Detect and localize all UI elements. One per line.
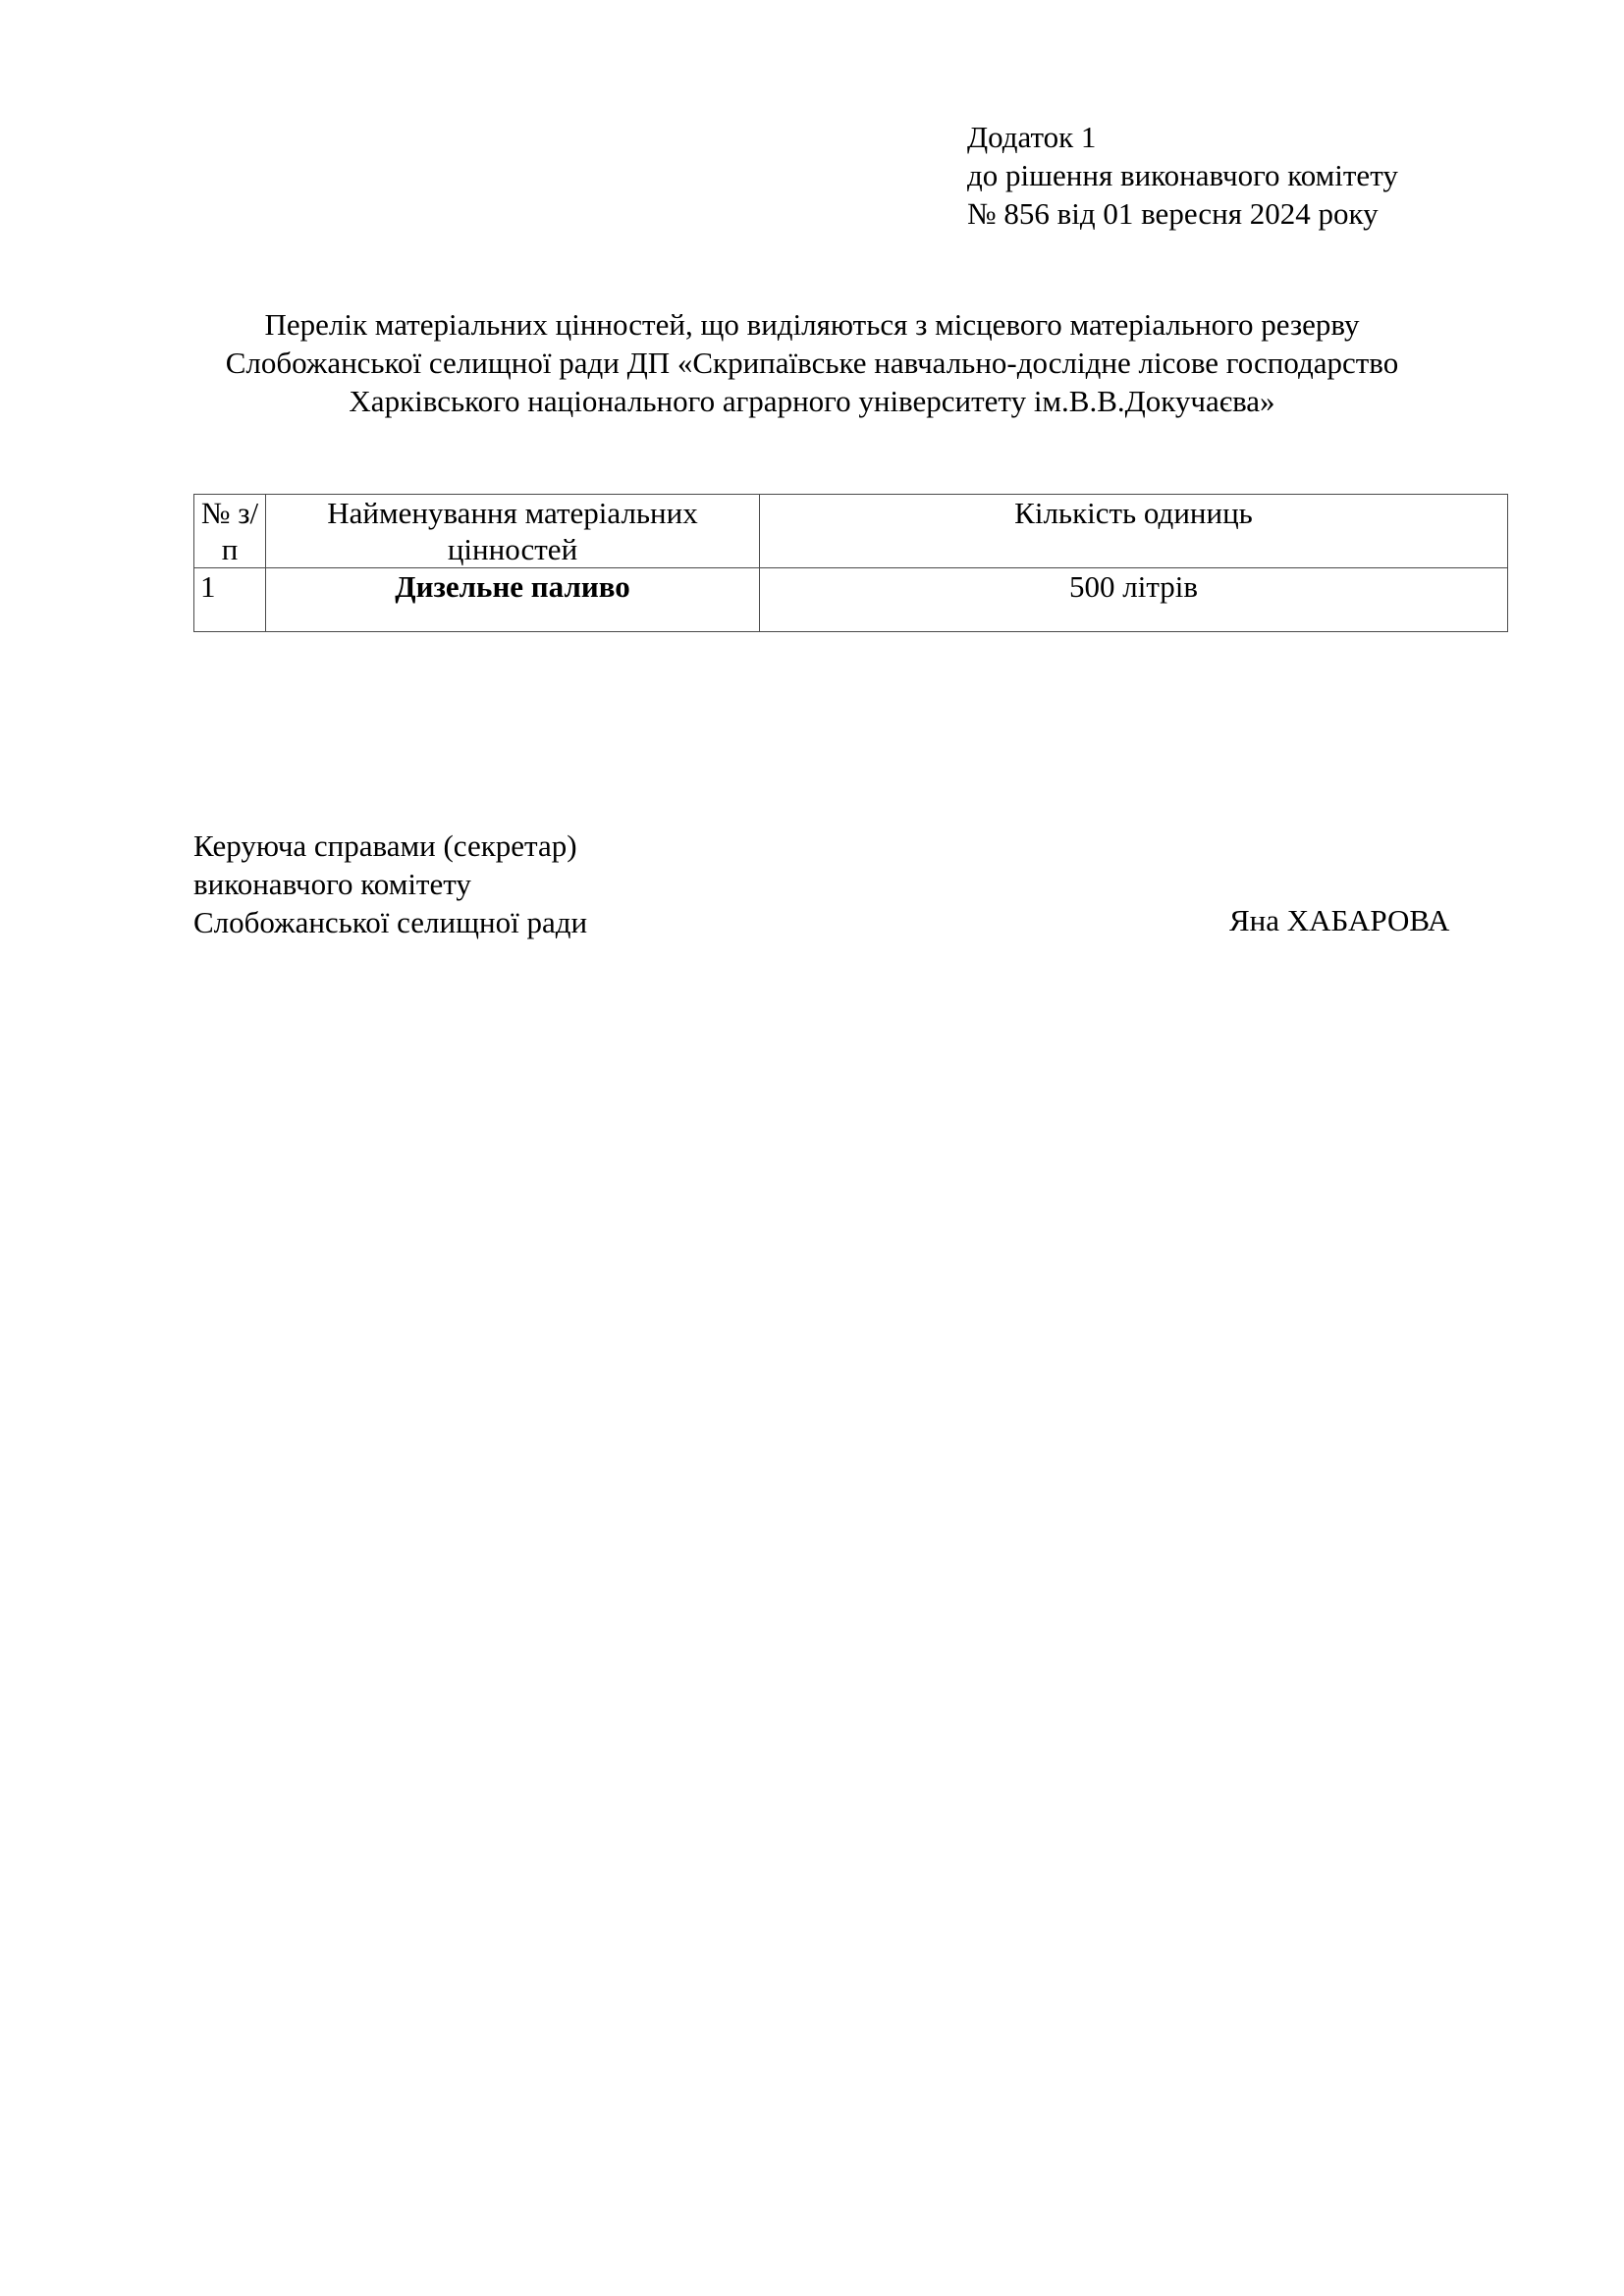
signature-line-1: Керуюча справами (секретар)	[193, 828, 577, 863]
header-name: Найменування матеріальних цінностей	[266, 495, 760, 568]
header-number: № з/п	[194, 495, 266, 568]
cell-quantity: 500 літрів	[760, 568, 1508, 632]
addendum-line-2: до рішення виконавчого комітету	[967, 158, 1398, 192]
document-title	[147, 305, 1477, 420]
title-line-3: Харківського національного аграрного університету ім.В.В.Докучаєва»	[349, 384, 1275, 418]
cell-name: Дизельне паливо	[266, 568, 760, 632]
addendum-line-1: Додаток 1	[967, 120, 1097, 154]
addendum-line-3: № 856 від 01 вересня 2024 року	[967, 196, 1379, 231]
signer-name: Яна ХАБАРОВА	[1229, 903, 1450, 937]
cell-number: 1	[194, 568, 266, 632]
title-line-2: Слобожанської селищної ради ДП «Скрипаївське навчально-дослідне лісове господарство	[225, 346, 1399, 380]
table-header-row	[194, 495, 1508, 568]
signature-line-3: Слобожанської селищної ради	[193, 905, 588, 939]
addendum-block	[967, 118, 1576, 233]
table-row	[194, 568, 1508, 632]
header-quantity: Кількість одиниць	[760, 495, 1508, 568]
signature-line-2: виконавчого комітету	[193, 867, 471, 901]
materials-table	[193, 494, 1508, 632]
title-line-1: Перелік матеріальних цінностей, що виділяються з місцевого матеріального резерву	[264, 307, 1360, 342]
